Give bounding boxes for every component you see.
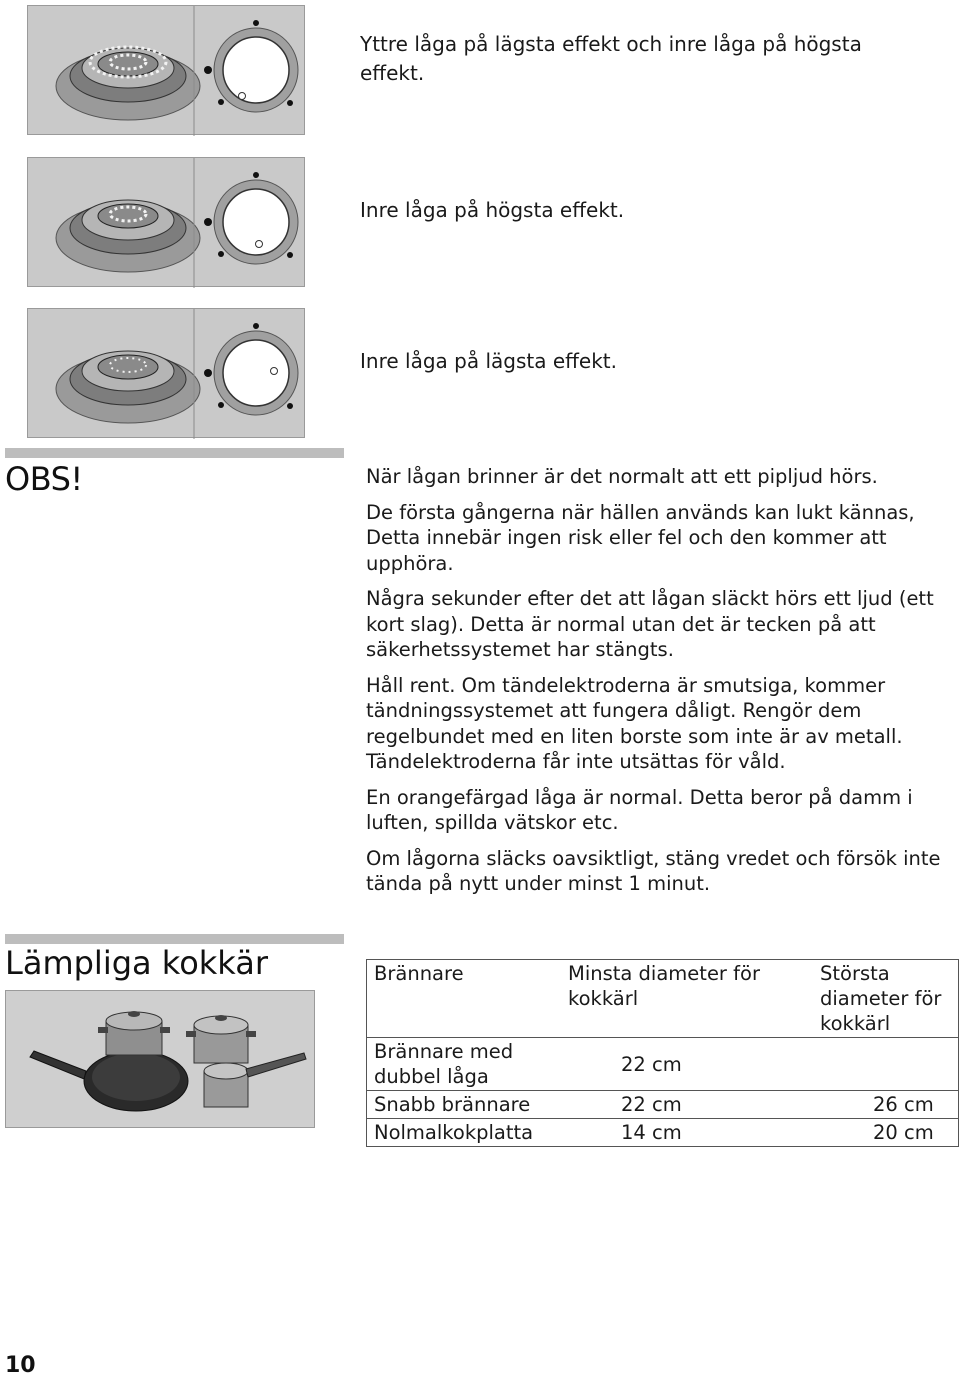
pots-and-pan-picture bbox=[6, 991, 314, 1127]
obs-note: Om lågorna släcks oavsiktligt, stäng vredet och försök inte tända på nytt under minst 1 minut. bbox=[366, 846, 941, 895]
cookware-heading: Lämpliga kokkär bbox=[5, 944, 269, 982]
cell-max: 20 cm bbox=[813, 1119, 959, 1147]
cell-burner: Brännare med dubbel låga bbox=[367, 1038, 562, 1091]
cell-min: 14 cm bbox=[561, 1119, 813, 1147]
header-max-diameter: Största diameter för kokkärl bbox=[813, 960, 959, 1038]
table-header-row bbox=[367, 960, 959, 1038]
table-row bbox=[367, 1119, 959, 1147]
header-min-diameter: Minsta diameter för kokkärl bbox=[561, 960, 813, 1038]
header-burner: Brännare bbox=[367, 960, 562, 1038]
table-row bbox=[367, 1038, 959, 1091]
table-row bbox=[367, 1091, 959, 1119]
flame-caption-3: Inre låga på lägsta effekt. bbox=[360, 349, 618, 373]
cell-min: 22 cm bbox=[561, 1038, 813, 1091]
obs-heading: OBS! bbox=[5, 460, 83, 498]
burner-figure-3 bbox=[27, 308, 305, 438]
burner-knob-illustration bbox=[28, 6, 306, 136]
obs-note: En orangefärgad låga är normal. Detta beror på damm i luften, spillda vätskor etc. bbox=[366, 785, 913, 834]
obs-note: De första gångerna när hällen används kan lukt kännas, Detta innebär ingen risk eller fel och den kommer att upphöra. bbox=[366, 500, 915, 575]
section-rule bbox=[5, 448, 344, 458]
burner-knob-illustration bbox=[28, 309, 306, 439]
cell-burner: Nolmalkokplatta bbox=[367, 1119, 562, 1147]
obs-note: Håll rent. Om tändelektroderna är smutsiga, kommer tändningssystemet att fungera dåligt. Rengör dem regelbundet med en liten borste som inte är av metall. Tändelektroderna får inte utsättas för våld. bbox=[366, 673, 903, 773]
page-number: 10 bbox=[5, 1353, 36, 1378]
cookware-table bbox=[366, 959, 959, 1147]
section-rule bbox=[5, 934, 344, 944]
cell-min: 22 cm bbox=[561, 1091, 813, 1119]
obs-note: Några sekunder efter det att lågan släckt hörs ett ljud (ett kort slag). Detta är normal utan det är tecken på att säkerhetssystemet har stängts. bbox=[366, 587, 934, 661]
cell-max bbox=[813, 1038, 959, 1091]
flame-caption-2: Inre låga på högsta effekt. bbox=[360, 198, 625, 222]
cell-max: 26 cm bbox=[813, 1091, 959, 1119]
cookware-illustration bbox=[5, 990, 315, 1128]
burner-figure-2 bbox=[27, 157, 305, 287]
burner-knob-illustration bbox=[28, 158, 306, 288]
cell-burner: Snabb brännare bbox=[367, 1091, 562, 1119]
obs-note: När lågan brinner är det normalt att ett pipljud hörs. bbox=[366, 465, 878, 488]
burner-figure-1 bbox=[27, 5, 305, 135]
obs-notes bbox=[366, 464, 956, 907]
flame-caption-1: Yttre låga på lägsta effekt och inre låga på högsta effekt. bbox=[360, 32, 862, 85]
